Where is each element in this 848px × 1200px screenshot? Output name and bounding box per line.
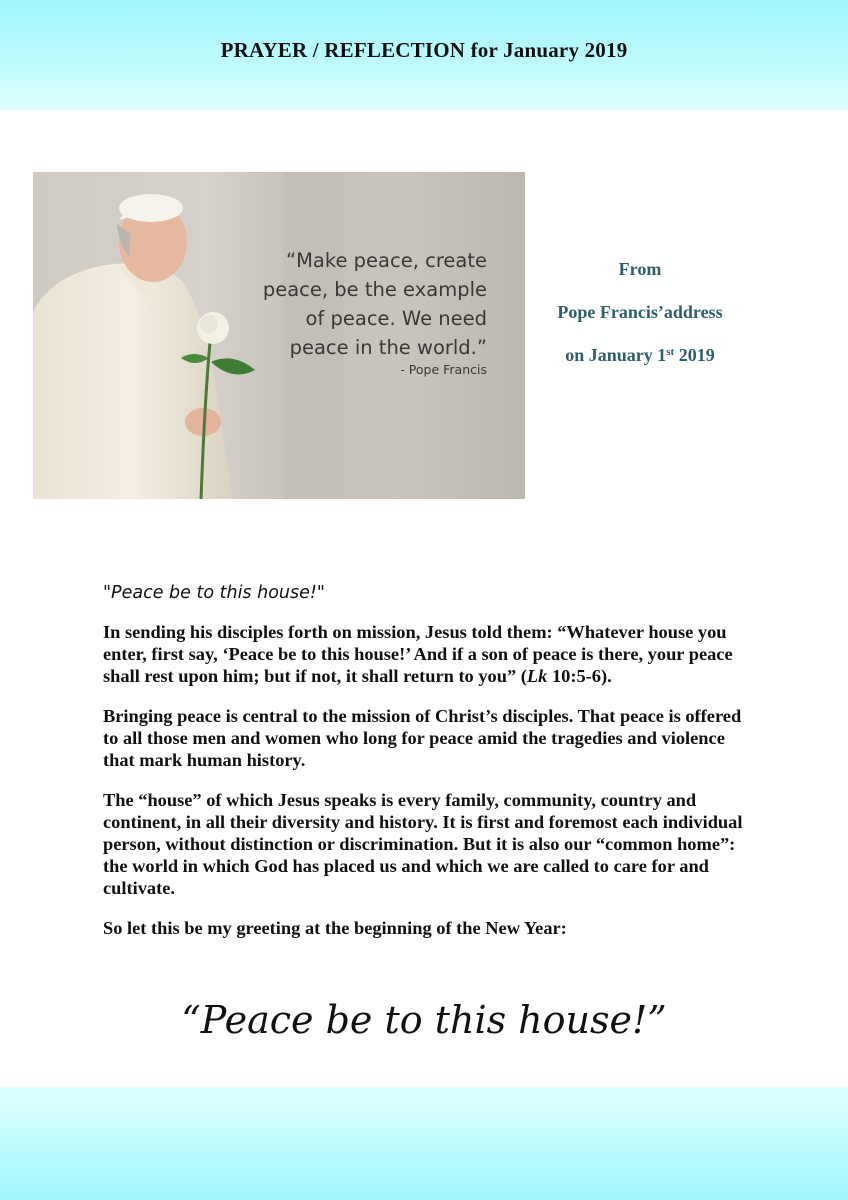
photo-quote xyxy=(227,246,487,362)
scripture-reference: Lk xyxy=(526,666,548,686)
paragraph-1-ref-tail: 10:5-6). xyxy=(547,666,612,686)
paragraph-1 xyxy=(103,621,753,687)
source-date-ordinal: st xyxy=(666,346,675,358)
photo-quote-line: of peace. We need xyxy=(305,307,487,330)
reflection-subtitle: "Peace be to this house!" xyxy=(103,583,325,603)
paragraph-4: So let this be my greeting at the beginning of the New Year: xyxy=(103,918,567,938)
source-date-prefix: on January 1 xyxy=(565,345,667,365)
photo-quote-line: “Make peace, create xyxy=(285,249,487,272)
reflection-body xyxy=(103,583,753,957)
page-title: PRAYER / REFLECTION for January 2019 xyxy=(220,38,628,62)
photo-attribution: - Pope Francis xyxy=(400,362,487,377)
closing-greeting: “Peace be to this house!” xyxy=(181,998,667,1042)
source-from: From xyxy=(618,259,662,279)
bottom-banner xyxy=(0,1087,848,1200)
photo-quote-line: peace in the world.” xyxy=(289,336,487,359)
source-address: Pope Francis’address xyxy=(557,302,723,322)
source-date xyxy=(540,344,740,366)
paragraph-2: Bringing peace is central to the mission of Christ’s disciples. That peace is offered to all those men and women who long for peace amid the tragedies and violence that mark human history. xyxy=(103,706,742,770)
paragraph-1-text: In sending his disciples forth on mission, Jesus told them: “Whatever house you enter, first say, ‘Peace be to this house!’ And if a son of peace is there, your peace shall rest upon him; but if not, it shall return to you” ( xyxy=(103,622,733,686)
paragraph-3: The “house” of which Jesus speaks is every family, community, country and continent, in all their diversity and history. It is first and foremost each individual person, without distinction or discrimination. But it is also our “common home”: the world in which God has placed us and which we are called to care for and cultivate. xyxy=(103,790,743,898)
pope-photo xyxy=(33,172,525,499)
photo-quote-line: peace, be the example xyxy=(262,278,487,301)
source-date-year: 2019 xyxy=(674,345,715,365)
source-block xyxy=(540,258,740,387)
